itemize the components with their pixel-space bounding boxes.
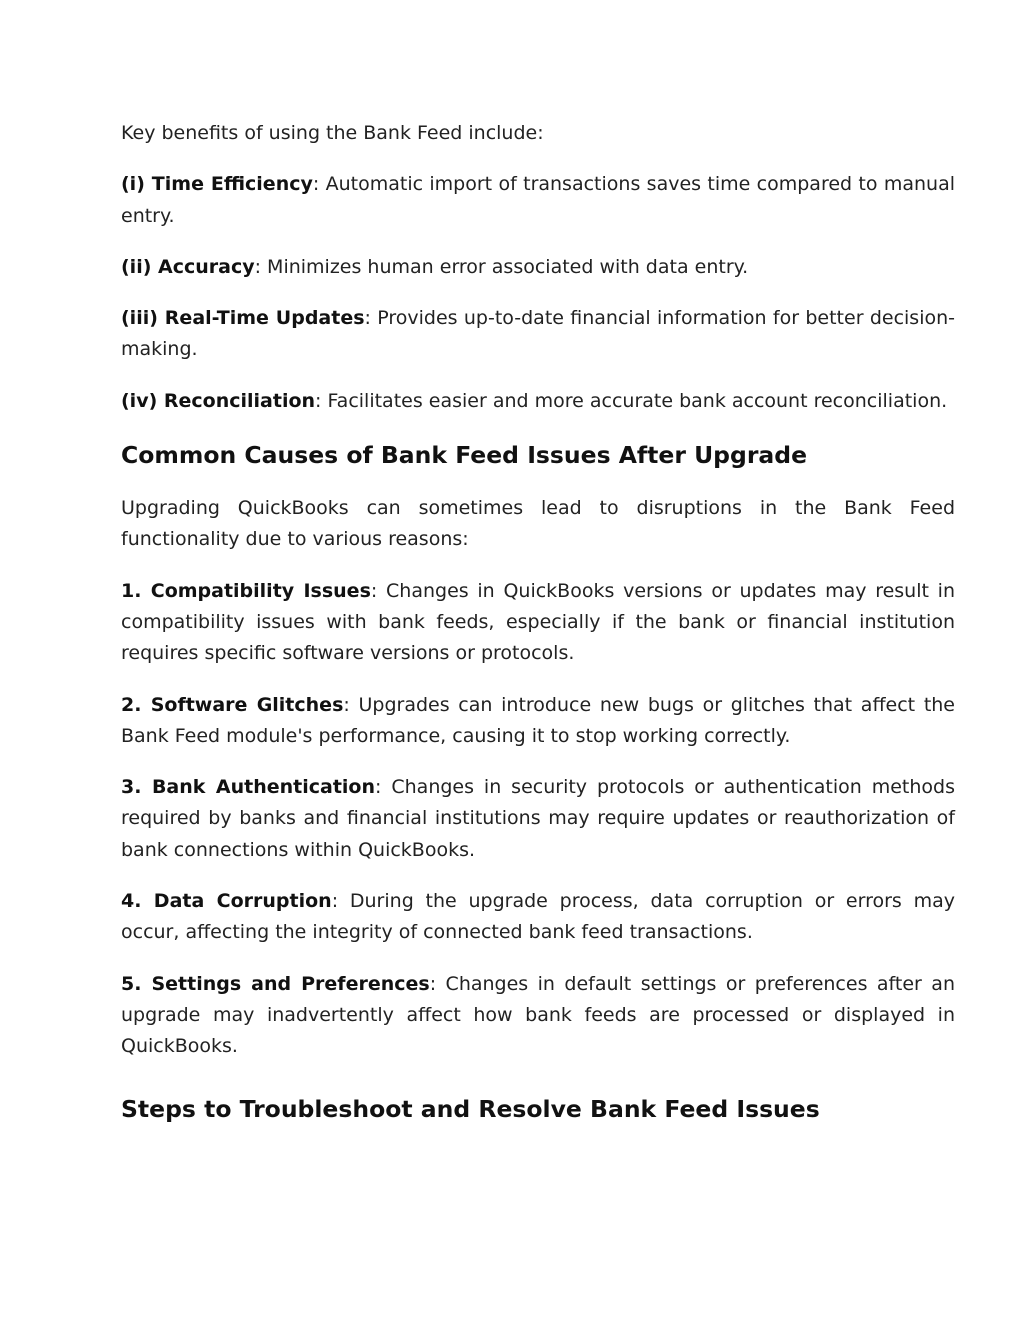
benefit-text: : Minimizes human error associated with data entry. [254, 255, 749, 278]
cause-text: : Changes in security protocols or authentication methods required by banks and financial institutions may require updates or reauthorization of bank connections within QuickBooks. [121, 776, 955, 861]
benefits-intro: Key benefits of using the Bank Feed include: [121, 122, 544, 144]
cause-text: : Upgrades can introduce new bugs or glitches that affect the Bank Feed module's performance, causing it to stop working correctly. [121, 693, 955, 747]
benefit-time-efficiency [121, 169, 955, 232]
benefit-text: : Facilitates easier and more accurate bank account reconciliation. [315, 389, 948, 412]
causes-heading: Common Causes of Bank Feed Issues After Upgrade [121, 441, 808, 470]
benefit-term: (ii) Accuracy [121, 255, 255, 278]
benefit-text: : Provides up-to-date financial information for better decision-making. [121, 307, 956, 361]
benefit-real-time-updates [121, 303, 955, 366]
benefit-term: (i) Time Efficiency [121, 173, 313, 196]
document-page [121, 118, 955, 1147]
cause-term: 1. Compatibility Issues [121, 579, 371, 602]
cause-term: 3. Bank Authentication [121, 776, 376, 799]
cause-term: 2. Software Glitches [121, 693, 344, 716]
cause-text: : During the upgrade process, data corruption or errors may occur, affecting the integrity of connected bank feed transactions. [121, 890, 956, 944]
cause-bank-authentication [121, 772, 955, 866]
benefit-term: (iv) Reconciliation [121, 389, 316, 412]
cause-text: : Changes in QuickBooks versions or updates may result in compatibility issues with bank feeds, especially if the bank or financial institution requires specific software versions or protocols. [121, 579, 955, 665]
cause-compatibility-issues [121, 576, 955, 670]
cause-term: 5. Settings and Preferences [121, 972, 430, 995]
cause-text: : Changes in default settings or preferences after an upgrade may inadvertently affect how bank feeds are processed or displayed in QuickBooks. [121, 972, 955, 1058]
benefit-term: (iii) Real-Time Updates [121, 307, 365, 330]
causes-intro: Upgrading QuickBooks can sometimes lead to disruptions in the Bank Feed functionality due to various reasons: [121, 497, 955, 551]
cause-data-corruption [121, 886, 955, 949]
benefit-text: : Automatic import of transactions saves time compared to manual entry. [121, 173, 955, 227]
cause-software-glitches [121, 690, 955, 753]
cause-settings-and-preferences [121, 969, 955, 1063]
benefit-accuracy [121, 252, 955, 283]
steps-heading: Steps to Troubleshoot and Resolve Bank Feed Issues [121, 1094, 820, 1123]
benefit-reconciliation [121, 386, 955, 417]
cause-term: 4. Data Corruption [121, 890, 332, 913]
